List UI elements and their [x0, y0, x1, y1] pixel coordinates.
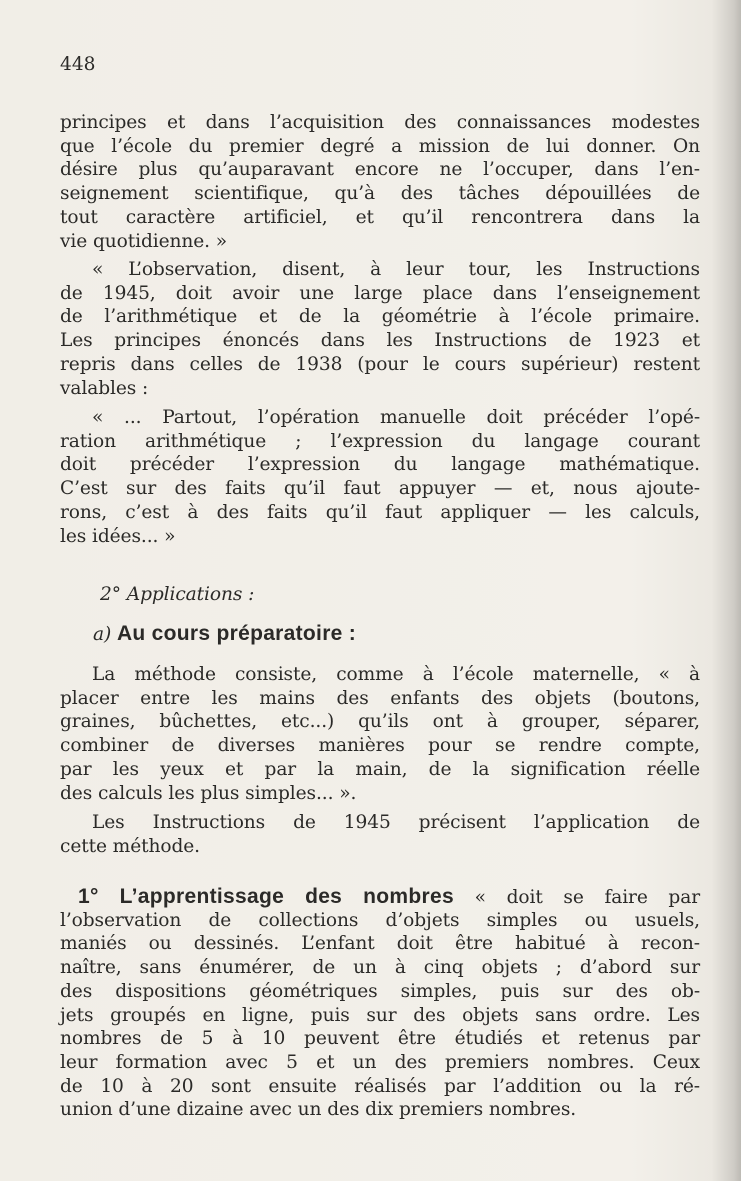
text-line: rons, c’est à des faits qu’il faut appliquer — les calculs,	[60, 501, 700, 523]
text-line: maniés ou dessinés. L’enfant doit être habitué à recon-	[60, 933, 700, 955]
section-title: Au cours préparatoire :	[116, 622, 357, 645]
text-line: placer entre les mains des enfants des objets (boutons,	[60, 687, 700, 709]
text-line: que l’école du premier degré a mission de lui donner. On	[60, 135, 700, 157]
text-line: leur formation avec 5 et un des premiers nombres. Ceux	[60, 1051, 700, 1073]
text-line: cette méthode.	[60, 835, 200, 857]
text-line: seignement scientifique, qu’à des tâches dépouillées de	[60, 183, 700, 205]
section-letter: a)	[93, 624, 112, 645]
text-line: désire plus qu’auparavant encore ne l’occuper, dans l’en-	[60, 159, 700, 181]
text-line: des dispositions géométriques simples, puis sur des ob-	[60, 980, 700, 1002]
text-fragment: « doit se faire par	[474, 887, 701, 908]
text-line: les idées... »	[60, 525, 176, 547]
text-line: principes et dans l’acquisition des connaissances modestes	[60, 112, 700, 133]
text-line: de 10 à 20 sont ensuite réalisés par l’addition ou la ré-	[60, 1075, 700, 1097]
text-line: l’observation de collections d’objets simples ou usuels,	[60, 909, 700, 931]
text-line: « L’observation, disent, à leur tour, les Instructions	[92, 259, 700, 280]
text-line: valables :	[60, 377, 149, 399]
text-line: ration arithmétique ; l’expression du langage courant	[60, 430, 700, 452]
heading-apprentissage: 1° L’apprentissage des nombres	[78, 885, 454, 908]
text-line: graines, bûchettes, etc...) qu’ils ont à grouper, séparer,	[60, 711, 700, 733]
text-line: nombres de 5 à 10 peuvent être étudiés et retenus par	[60, 1028, 700, 1050]
text-line: C’est sur des faits qu’il faut appuyer — et, nous ajoute-	[60, 478, 700, 500]
text-line: de 1945, doit avoir une large place dans l’enseignement	[60, 282, 700, 304]
page-number: 448	[60, 54, 96, 75]
text-line: par les yeux et par la main, de la signification réelle	[60, 758, 700, 780]
text-line: tout caractère artificiel, et qu’il rencontrera dans la	[60, 206, 700, 228]
text-line: naître, sans énumérer, de un à cinq objets ; d’abord sur	[60, 957, 700, 979]
text-line: des calculs les plus simples... ».	[60, 782, 357, 804]
text-line: jets groupés en ligne, puis sur des objets sans ordre. Les	[60, 1004, 700, 1026]
text-line: repris dans celles de 1938 (pour le cours supérieur) restent	[60, 353, 700, 375]
text-line: de l’arithmétique et de la géométrie à l’école primaire.	[60, 306, 700, 328]
text-line: vie quotidienne. »	[60, 230, 228, 252]
text-line: combiner de diverses manières pour se rendre compte,	[60, 735, 700, 757]
text-line: La méthode consiste, comme à l’école maternelle, « à	[92, 664, 700, 685]
text-line: « ... Partout, l’opération manuelle doit précéder l’opé-	[92, 407, 700, 428]
text-line: Les principes énoncés dans les Instructions de 1923 et	[60, 330, 700, 352]
heading-cours-preparatoire	[93, 622, 356, 646]
text-line	[78, 885, 700, 909]
text-line: Les Instructions de 1945 précisent l’application de	[92, 812, 700, 833]
heading-applications: 2° Applications :	[100, 584, 255, 605]
text-line: union d’une dizaine avec un des dix premiers nombres.	[60, 1099, 577, 1121]
text-line: doit précéder l’expression du langage mathématique.	[60, 454, 700, 476]
